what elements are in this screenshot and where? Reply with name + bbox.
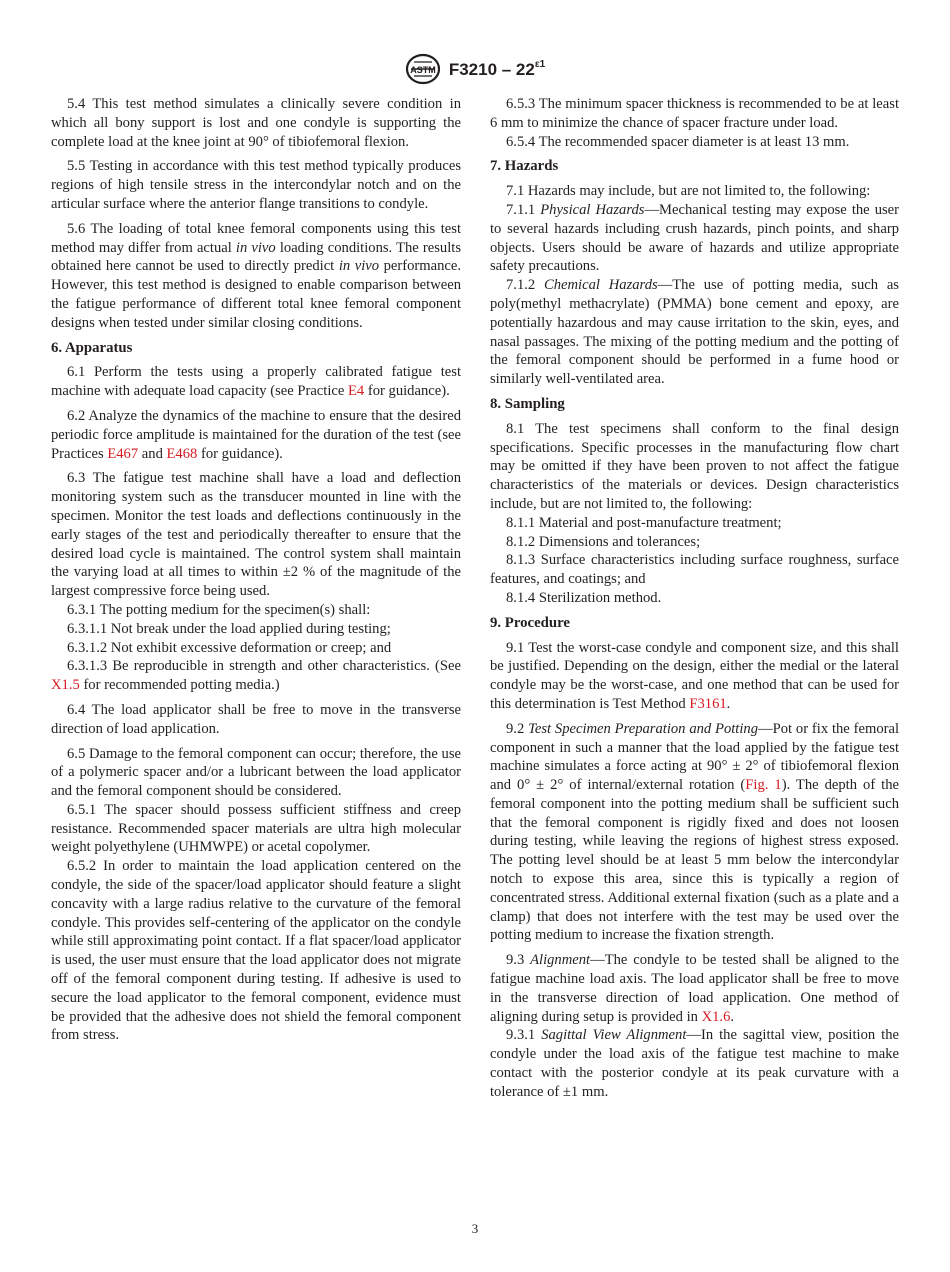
section-6-3-1-3: 6.3.1.3 Be reproducible in strength and other characteristics. (See X1.5 for recommended potting media.): [51, 658, 461, 694]
section-6-5-3: 6.5.3 The minimum spacer thickness is recommended to be at least 6 mm to minimize the chance of spacer fracture under load.: [490, 96, 899, 131]
ref-link-f3161[interactable]: F3161: [689, 695, 727, 712]
section-9-2: 9.2 Test Specimen Preparation and Potting—Pot or fix the femoral component in such a manner that the load applied by the fatigue test machine simulates a force acting at 90° ± 2° of tibiofemoral flexion and 0° ± 2° of internal/external rotation (Fig. 1). The depth of the femoral component into the potting medium shall be sufficient such that the femoral component is rigidly fixed and does not loosen during testing, while leaving the regions of highest stress exposed. The potting level should be at least 5 mm below the intercondylar notch to expose this area, since this is typically a region of concentrated stress. Additional external fixation (such as a plate and a clamp) that does not interfere with the test may be used over the potting medium to increase the fixation strength.: [490, 720, 900, 944]
section-5-6: 5.6 The loading of total knee femoral components using this test method may differ from actual in vivo loading conditions. The results obtained here cannot be used to directly predict in vivo performance. However, this test method is designed to enable comparison between the fatigue performance of different total knee femoral component designs when tested under similar closing conditions.: [51, 220, 461, 331]
page-header: [0, 52, 950, 86]
astm-logo-icon: [405, 53, 441, 85]
section-9-1: 9.1 Test the worst-case condyle and component size, and this shall be justified. Depending on the design, either the medial or the lateral condyle may be the worst-case, and one method that can be used for this determination is Test Method F3161.: [490, 639, 899, 712]
ref-link-e467[interactable]: E467: [107, 445, 139, 462]
heading-procedure: 9. Procedure: [490, 614, 570, 631]
section-6-5-4: 6.5.4 The recommended spacer diameter is at least 13 mm.: [506, 133, 850, 150]
section-6-4: 6.4 The load applicator shall be free to move in the transverse direction of load application.: [51, 701, 461, 737]
section-8-1-1: 8.1.1 Material and post-manufacture treatment;: [506, 514, 782, 531]
section-6-5-2: 6.5.2 In order to maintain the load application centered on the condyle, the side of the spacer/load applicator should feature a slight concavity with a large radius relative to the curvature of the femoral condyle. This provides self-centering of the applicator on the condyle while still approximating point contact. If a flat spacer/load applicator is used, the user must ensure that the load applicator does not migrate off of the femoral component during testing. If adhesive is used to secure the load applicator to the femoral component, evidence must be provided that the adhesive does not shield the femoral component from stress.: [51, 858, 461, 1044]
section-7-1-1: 7.1.1 Physical Hazards—Mechanical testing may expose the user to several hazards including crush hazards, pinch points, and sharp objects. Users should be aware of hazards and utilize appropriate safety precautions.: [490, 201, 900, 275]
page-number: 3: [471, 1221, 479, 1236]
section-6-2: 6.2 Analyze the dynamics of the machine to ensure that the desired periodic force amplitude is maintained for the duration of the test (see Practices E467 and E468 for guidance).: [51, 407, 461, 462]
section-7-1-2: 7.1.2 Chemical Hazards—The use of potting media, such as poly(methyl methacrylate) (PMMA) bone cement and epoxy, are potentially hazardous and may cause irritation to the skin, eyes, and nasal passages. The mixing of the potting medium and the potting of the femoral component should be performed in a fume hood or similarly well-ventilated area.: [490, 277, 899, 388]
section-8-1: 8.1 The test specimens shall conform to the final design specifications. Specific processes in the manufacturing flow chart may be omitted if they have been proven to not affect the fatigue characteristics of the materials or devices. Design characteristics include, but are not limited to, the following:: [490, 420, 899, 512]
section-5-5: 5.5 Testing in accordance with this test method typically produces regions of high tensile stress in the intercondylar notch and on the articular surface where the anterior flange transitions to condyle.: [51, 158, 461, 212]
section-6-5-1: 6.5.1 The spacer should possess sufficient stiffness and creep resistance. Recommended spacer materials are ultra high molecular weight polyethylene (UHMWPE) or acetal copolymer.: [51, 801, 461, 856]
heading-hazards: 7. Hazards: [490, 158, 559, 175]
heading-apparatus: 6. Apparatus: [51, 339, 133, 356]
section-8-1-3: 8.1.3 Surface characteristics including surface roughness, surface features, and coatings; and: [490, 552, 899, 588]
section-6-3-1-1: 6.3.1.1 Not break under the load applied during testing;: [67, 620, 391, 637]
heading-sampling: 8. Sampling: [490, 395, 565, 412]
left-column: [51, 95, 461, 1045]
section-8-1-4: 8.1.4 Sterilization method.: [506, 589, 662, 606]
ref-link-x1-5[interactable]: X1.5: [51, 677, 80, 694]
section-7-1: 7.1 Hazards may include, but are not limited to, the following:: [506, 183, 871, 200]
svg-text:ASTM: ASTM: [410, 65, 436, 75]
section-8-1-2: 8.1.2 Dimensions and tolerances;: [506, 533, 701, 550]
section-6-3: 6.3 The fatigue test machine shall have a load and deflection monitoring system such as the transducer mounted in line with the specimen. Monitor the test loads and deflections continuously in the early stages of the test and periodically thereafter to ensure that the desired load cycle is maintained. The control system shall maintain the varying load at all times to within ±2 % of the magnitude of the largest compressive force being used.: [51, 470, 461, 600]
ref-link-e4[interactable]: E4: [348, 383, 365, 400]
section-9-3: 9.3 Alignment—The condyle to be tested shall be aligned to the fatigue machine load axis. The load applicator shall be free to move in the transverse direction of load application. One method of aligning during setup is provided in X1.6.: [490, 952, 899, 1025]
section-6-3-1: 6.3.1 The potting medium for the specimen(s) shall:: [67, 601, 371, 618]
right-column: [490, 95, 899, 1102]
section-9-3-1: 9.3.1 Sagittal View Alignment—In the sagittal view, position the condyle under the load axis of the fatigue test machine to make contact with the posterior condyle at its peak curvature with a tolerance of ±1 mm.: [490, 1027, 899, 1100]
section-5-4: 5.4 This test method simulates a clinically severe condition in which all bony support is lost and one condyle is supporting the complete load at the knee joint at 90° of tibiofemoral flexion.: [51, 96, 461, 150]
section-6-1: 6.1 Perform the tests using a properly calibrated fatigue test machine with adequate load capacity (see Practice E4 for guidance).: [51, 364, 461, 400]
ref-link-e468[interactable]: E468: [166, 445, 198, 462]
ref-link-fig-1[interactable]: Fig. 1: [745, 777, 782, 794]
section-6-5: 6.5 Damage to the femoral component can occur; therefore, the use of a polymeric spacer and/or a lubricant between the load applicator and the femoral component should be considered.: [51, 745, 461, 800]
standard-designation: $F3210 - 22^{\varepsilon 1}$: [448, 58, 546, 79]
epsilon-superscript: ε1: [534, 58, 546, 70]
ref-link-x1-6[interactable]: X1.6: [701, 1008, 731, 1025]
section-6-3-1-2: 6.3.1.2 Not exhibit excessive deformation or creep; and: [67, 639, 392, 656]
